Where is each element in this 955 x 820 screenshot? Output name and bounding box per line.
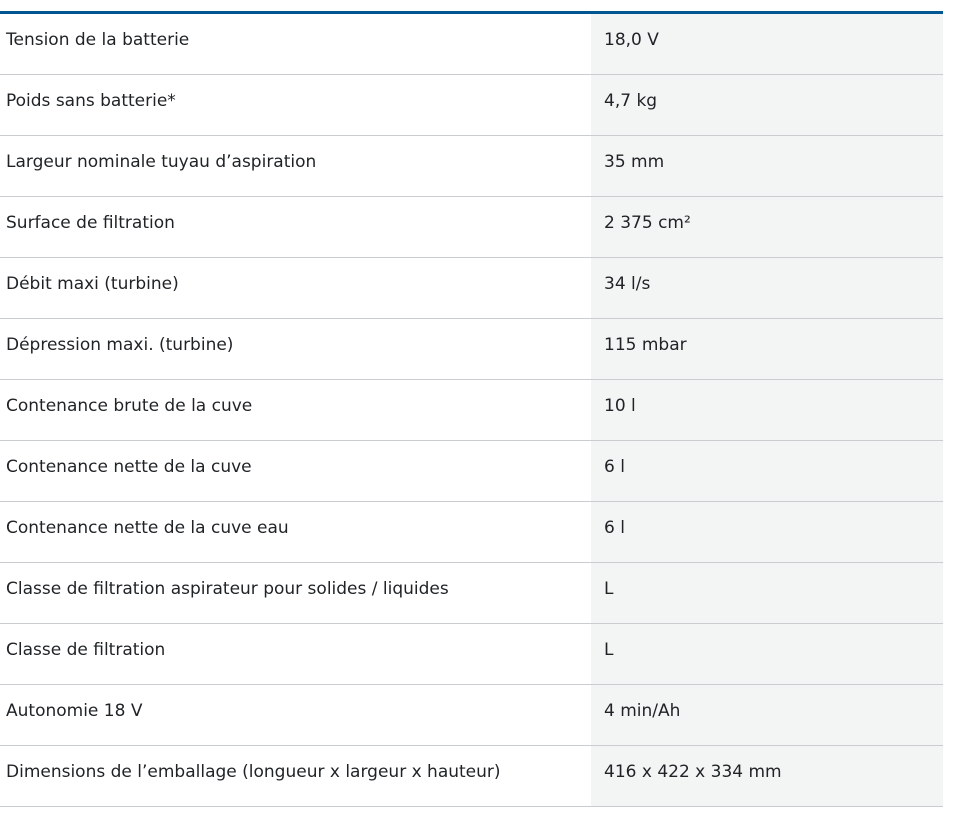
spec-row-max-air-flow bbox=[0, 258, 943, 319]
spec-label: Débit maxi (turbine) bbox=[0, 258, 591, 318]
spec-label: Dépression maxi. (turbine) bbox=[0, 319, 591, 379]
spec-value: 10 l bbox=[591, 380, 943, 440]
spec-label: Autonomie 18 V bbox=[0, 685, 591, 745]
spec-label: Contenance nette de la cuve bbox=[0, 441, 591, 501]
spec-row-filter-area bbox=[0, 197, 943, 258]
spec-row-gross-tank-capacity bbox=[0, 380, 943, 441]
spec-label: Contenance nette de la cuve eau bbox=[0, 502, 591, 562]
spec-row-max-vacuum bbox=[0, 319, 943, 380]
spec-value: 115 mbar bbox=[591, 319, 943, 379]
spec-row-dust-class-wet-dry bbox=[0, 563, 943, 624]
spec-value: 4 min/Ah bbox=[591, 685, 943, 745]
spec-label: Dimensions de l’emballage (longueur x largeur x hauteur) bbox=[0, 746, 591, 806]
technical-specs-table bbox=[0, 11, 943, 807]
spec-value: 18,0 V bbox=[591, 14, 943, 74]
spec-label: Classe de filtration bbox=[0, 624, 591, 684]
spec-row-packaging-dimensions bbox=[0, 746, 943, 807]
spec-row-net-tank-capacity-water bbox=[0, 502, 943, 563]
spec-label: Surface de filtration bbox=[0, 197, 591, 257]
spec-value: 34 l/s bbox=[591, 258, 943, 318]
spec-label: Classe de filtration aspirateur pour solides / liquides bbox=[0, 563, 591, 623]
spec-value: 4,7 kg bbox=[591, 75, 943, 135]
spec-row-runtime bbox=[0, 685, 943, 746]
spec-label: Poids sans batterie* bbox=[0, 75, 591, 135]
spec-value: 6 l bbox=[591, 502, 943, 562]
spec-value: L bbox=[591, 624, 943, 684]
spec-value: 416 x 422 x 334 mm bbox=[591, 746, 943, 806]
spec-label: Largeur nominale tuyau d’aspiration bbox=[0, 136, 591, 196]
spec-row-net-tank-capacity bbox=[0, 441, 943, 502]
spec-row-battery-voltage bbox=[0, 14, 943, 75]
spec-value: L bbox=[591, 563, 943, 623]
spec-value: 6 l bbox=[591, 441, 943, 501]
spec-value: 2 375 cm² bbox=[591, 197, 943, 257]
spec-row-dust-class bbox=[0, 624, 943, 685]
spec-label: Tension de la batterie bbox=[0, 14, 591, 74]
spec-row-weight-without-battery bbox=[0, 75, 943, 136]
spec-label: Contenance brute de la cuve bbox=[0, 380, 591, 440]
spec-value: 35 mm bbox=[591, 136, 943, 196]
spec-row-hose-diameter bbox=[0, 136, 943, 197]
